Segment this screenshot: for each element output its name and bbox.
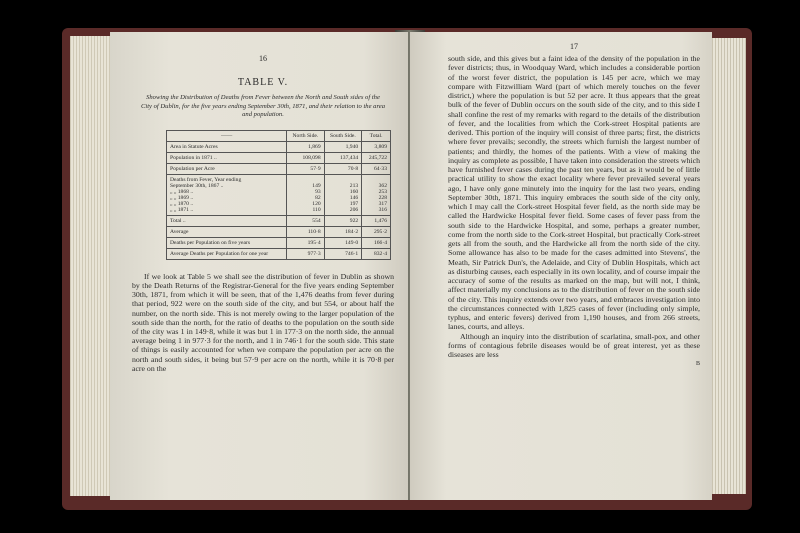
south-value: 137,434 <box>324 152 362 163</box>
row-label: Average <box>167 226 287 237</box>
right-body-text <box>448 54 700 359</box>
row-label: Area in Statute Acres <box>167 141 287 152</box>
table-row <box>167 141 391 152</box>
table-header: South Side. <box>324 130 362 141</box>
left-page <box>110 32 408 500</box>
row-label: Population in 1871 .. <box>167 152 287 163</box>
south-value: 149·0 <box>324 237 362 248</box>
page-number-left: 16 <box>259 54 267 63</box>
table-row <box>167 174 391 215</box>
total-value: 295·2 <box>362 226 391 237</box>
left-body-paragraph: If we look at Table 5 we shall see the distribution of fever in Dublin as shown by the Death Returns of the Registrar-General for the five years ending September 30th, 1871, from which it will be seen, that of the 1,476 deaths from fever during that period, 922 were on the south side of the city, and but 554, or about half the number, on the north side. This is not merely owing to the larger population of the south side than the north, for the ratio of deaths to the population on the south side of the city was 1 in 149·8, while it was but 1 in 177·3 on the north side, the annual average being 1 in 977·3 for the north, and 1 in 746·1 for the south side. This state of things is easily accounted for when we compare the population per acre on the north and south sides, it being but 57·9 per acre on the north, while it is 70·8 per acre on the <box>132 271 394 373</box>
table-header: —— <box>167 130 287 141</box>
right-page <box>410 32 712 500</box>
signature-mark: B <box>695 361 700 368</box>
table-row <box>167 226 391 237</box>
table-header: Total. <box>362 130 391 141</box>
row-label: Deaths from Fever, Year ending September 30th, 1867 .. „ „ 1868 .. „ „ 1869 .. „ „ 1870 .. „ „ 1871 .. <box>167 174 287 215</box>
table-caption: Showing the Distribution of Deaths from Fever between the North and South sides of the City of Dublin, for the five years ending September 30th, 1871, and their relation to the area and population. <box>141 94 385 119</box>
left-page-edges <box>70 36 112 496</box>
south-value: 213 160 146 197 206 <box>324 174 362 215</box>
south-value: 922 <box>324 215 362 226</box>
south-value: 746·1 <box>324 248 362 259</box>
row-label: Total .. <box>167 215 287 226</box>
table-row <box>167 237 391 248</box>
table-row <box>167 248 391 259</box>
north-value: 977·3 <box>287 248 325 259</box>
table-header: North Side. <box>287 130 325 141</box>
table-header-row <box>167 130 391 141</box>
north-value: 108,098 <box>287 152 325 163</box>
north-value: 149 93 82 120 110 <box>287 174 325 215</box>
north-value: 110·8 <box>287 226 325 237</box>
row-label: Deaths per Population on five years <box>167 237 287 248</box>
right-paragraph-1: south side, and this gives but a faint idea of the density of the population in the fever districts; thus, in Woodquay Ward, which includes a considerable portion of the worst fever district, the population is 145 per acre, which we may compare with Fitzwilliam Ward (part of which merely touches on the fever district,) where the population is but 52 per acre. It thus appears that the great bulk of the fever of Dublin occurs on the south side of the city, and to this side I shall confine the rest of my remarks with regard to the details of the distribution of fever, and the localities from which the Cork-street Hospital patients are derived. This portion of the inquiry will consist of three parts; first, the districts where fever prevails; secondly, the streets which furnish the largest number of patients; and thirdly, the homes of the patients. With a view of making the inquiry as complete as possible, I have taken into consideration the streets which have furnished fever cases during the past ten years, but as it would be of little practical utility to show the exact locality where fever prevailed several years ago, I have only gone minutely into the inquiry for the last two years, ending September 30th, 1871. This inquiry embraces the south side of the city only, which I may call the Cork-street Hospital fever field, as the north side may be called the Hardwicke Hospital fever field. Some cases of fever pass from the south side to the Hardwicke Hospital, and some, perhaps a greater number, come from the north side to the Cork-street Hospital, but practically Cork-street gets all from the south, and the Hardwicke all from the north side of the city. Some allowance has also to be made for the cases admitted into Stevens', the Meath, Sir Patrick Dun's, the Adelaide, and City of Dublin Hospitals, which act as disturbing causes, each especially in its own locality, and of course impair the accuracy of some of the results as marked on the map, but will not, I think, affect materially my conclusions as to the distribution of fever on the south side of the city. This inquiry extends over two years, and embraces investigation into the circumstances connected with 1,825 cases of fever (including only simple, typhus, and enteric fevers) derived from 1,190 houses, and from 266 streets, lanes, courts, and alleys. <box>448 54 700 332</box>
fever-deaths-table <box>166 130 391 260</box>
page-number-right: 17 <box>570 42 578 51</box>
right-paragraph-2: Although an inquiry into the distribution of scarlatina, small-pox, and other forms of contagious febrile diseases would be of great interest, yet as these diseases are less <box>448 331 700 359</box>
row-label: Average Deaths per Population for one year <box>167 248 287 259</box>
table-title: TABLE V. <box>237 77 289 88</box>
total-value: 64·33 <box>362 163 391 174</box>
table-row <box>167 215 391 226</box>
total-value: 245,722 <box>362 152 391 163</box>
row-label: Population per Acre <box>167 163 287 174</box>
north-value: 1,869 <box>287 141 325 152</box>
table-row <box>167 163 391 174</box>
right-page-edges <box>710 38 746 494</box>
south-value: 1,940 <box>324 141 362 152</box>
total-value: 1,476 <box>362 215 391 226</box>
north-value: 195·4 <box>287 237 325 248</box>
north-value: 57·9 <box>287 163 325 174</box>
table-row <box>167 152 391 163</box>
north-value: 554 <box>287 215 325 226</box>
total-value: 166·4 <box>362 237 391 248</box>
total-value: 832·4 <box>362 248 391 259</box>
total-value: 3,809 <box>362 141 391 152</box>
south-value: 70·8 <box>324 163 362 174</box>
total-value: 362 253 228 317 316 <box>362 174 391 215</box>
south-value: 184·2 <box>324 226 362 237</box>
